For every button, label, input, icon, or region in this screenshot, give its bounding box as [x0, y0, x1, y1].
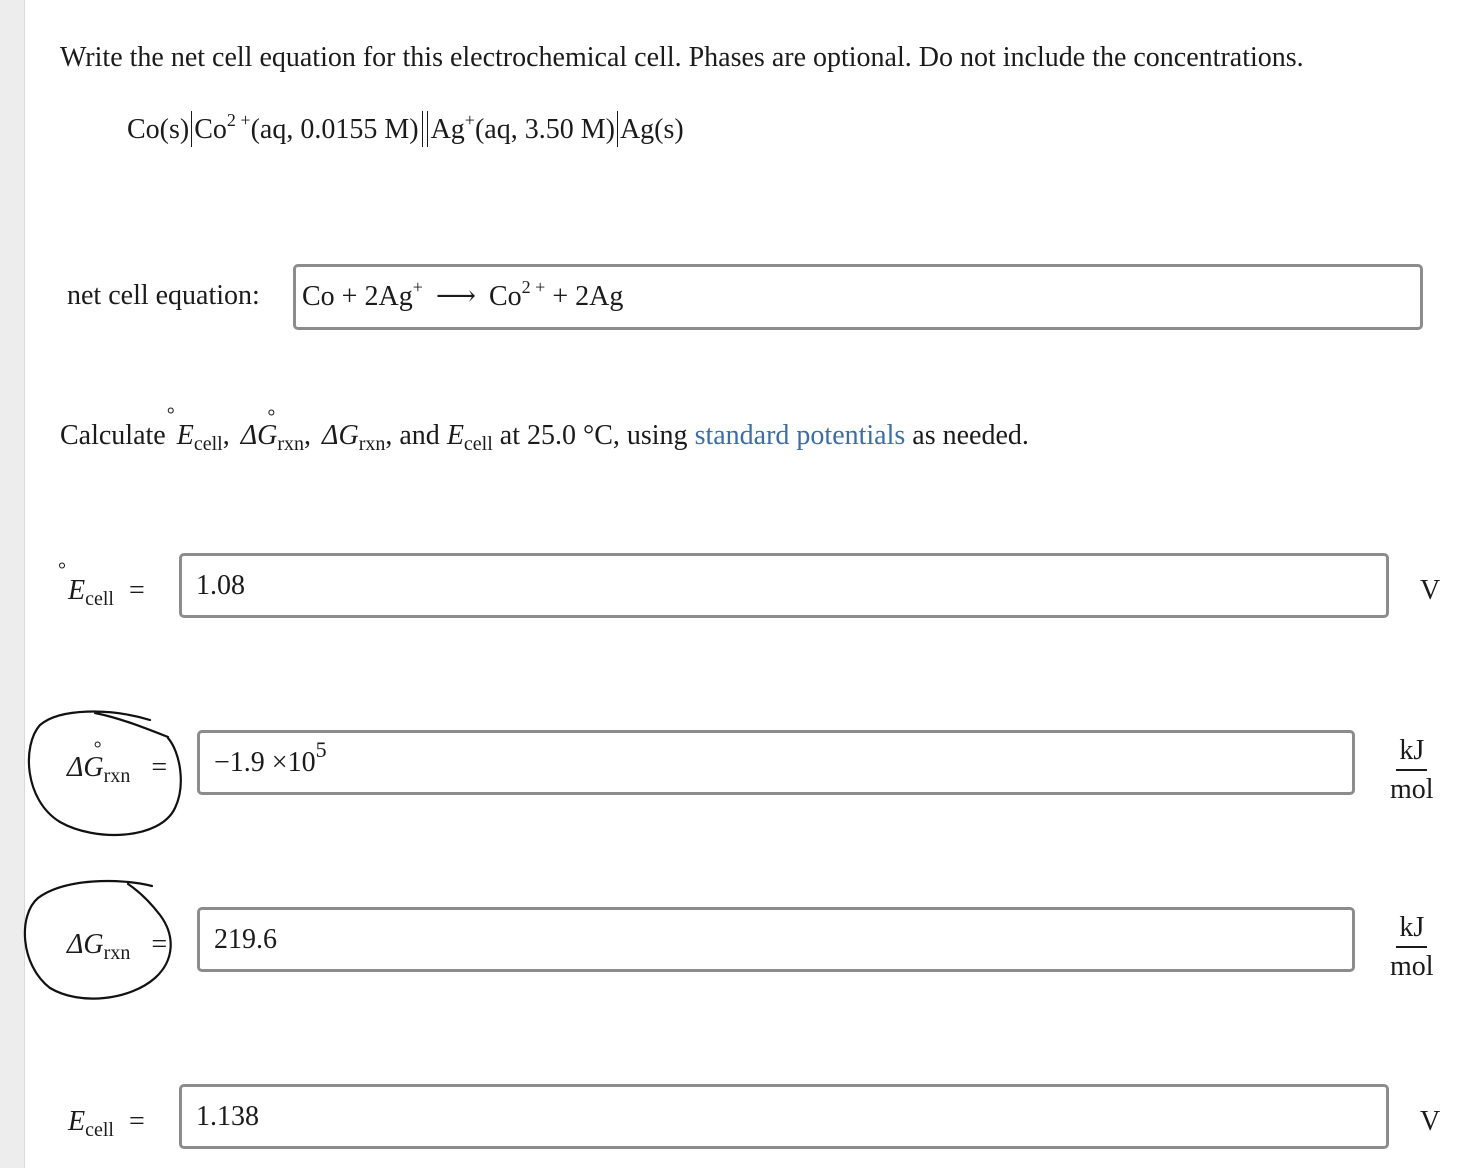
anode-phase: Co(s) [127, 114, 190, 145]
phase-boundary [191, 111, 192, 147]
salt-bridge [422, 111, 428, 147]
phase-boundary [617, 111, 618, 147]
net-equation-label: net cell equation: [67, 280, 260, 311]
equation-rhs-rest: + 2Ag [552, 281, 624, 312]
cathode-concentration: (aq, 3.50 M) [474, 114, 615, 145]
cathode-phase: Ag(s) [619, 114, 684, 145]
e-cell-standard-unit: V [1420, 575, 1441, 606]
e-cell-input[interactable]: 1.138 [179, 1084, 1389, 1149]
cell-notation [127, 111, 684, 147]
e-cell-unit: V [1420, 1106, 1441, 1137]
rxn-sub-2: rxn [358, 433, 386, 455]
anode-ion: Co [194, 114, 227, 145]
delta-g-symbol: ΔG [240, 420, 278, 451]
equation-rhs-charge: 2 + [521, 277, 546, 297]
dg-rxn-standard-label: $\Delta G_{rxn}$ ° = [67, 752, 167, 784]
reaction-arrow: ⟶ [435, 281, 476, 312]
dg-rxn-input[interactable]: 219.6 [197, 907, 1355, 972]
dg-rxn-label: $\Delta G_{rxn}$ = [67, 929, 168, 964]
dg-rxn-standard-unit: kJ mol [1390, 735, 1434, 805]
anode-ion-charge: 2 + [226, 110, 251, 130]
cathode-ion-charge: + [464, 110, 475, 130]
net-equation-input[interactable] [293, 264, 1423, 330]
dg-rxn-standard-input[interactable] [197, 730, 1355, 795]
e-symbol: E ° [177, 420, 194, 451]
rxn-sub: $_{rxn}$ ° [277, 433, 304, 455]
delta-g-symbol-2: ΔG [322, 420, 359, 451]
cell-sub-2: cell [463, 433, 493, 455]
e-cell-label: $E_{cell}$ = [68, 1106, 145, 1141]
cathode-ion: Ag [430, 114, 465, 145]
handwritten-circle-dg [0, 0, 1, 1]
calc-prefix: Calculate [60, 420, 166, 451]
cell-sub: cell [193, 433, 223, 455]
dg-standard-exponent: 5 [315, 737, 327, 762]
equation-rhs-ion: Co [488, 281, 522, 312]
equation-lhs-charge: + [412, 277, 423, 297]
e-cell-standard-input[interactable]: 1.08 [179, 553, 1389, 618]
question-intro: Write the net cell equation for this electrochemical cell. Phases are optional. Do not include the concentrations. [60, 42, 1304, 73]
standard-potentials-link[interactable]: standard potentials [694, 420, 906, 451]
dg-standard-mantissa: −1.9 ×10 [214, 747, 316, 778]
anode-concentration: (aq, 0.0155 M) [250, 114, 419, 145]
equation-lhs: Co + 2Ag [302, 281, 413, 312]
dg-rxn-unit: kJ mol [1390, 912, 1434, 982]
calc-suffix: as needed. [912, 420, 1029, 451]
calculate-instructions [60, 420, 1029, 455]
comma: , [222, 420, 230, 451]
and-text: , and [385, 420, 440, 451]
e-symbol-2: E [446, 420, 464, 451]
e-cell-standard-label: E $^\circ_{cell}$ = [68, 575, 145, 607]
comma: , [304, 420, 312, 451]
calc-middle: at 25.0 °C, using [499, 420, 688, 451]
handwritten-circle-dg-standard [0, 0, 1, 1]
